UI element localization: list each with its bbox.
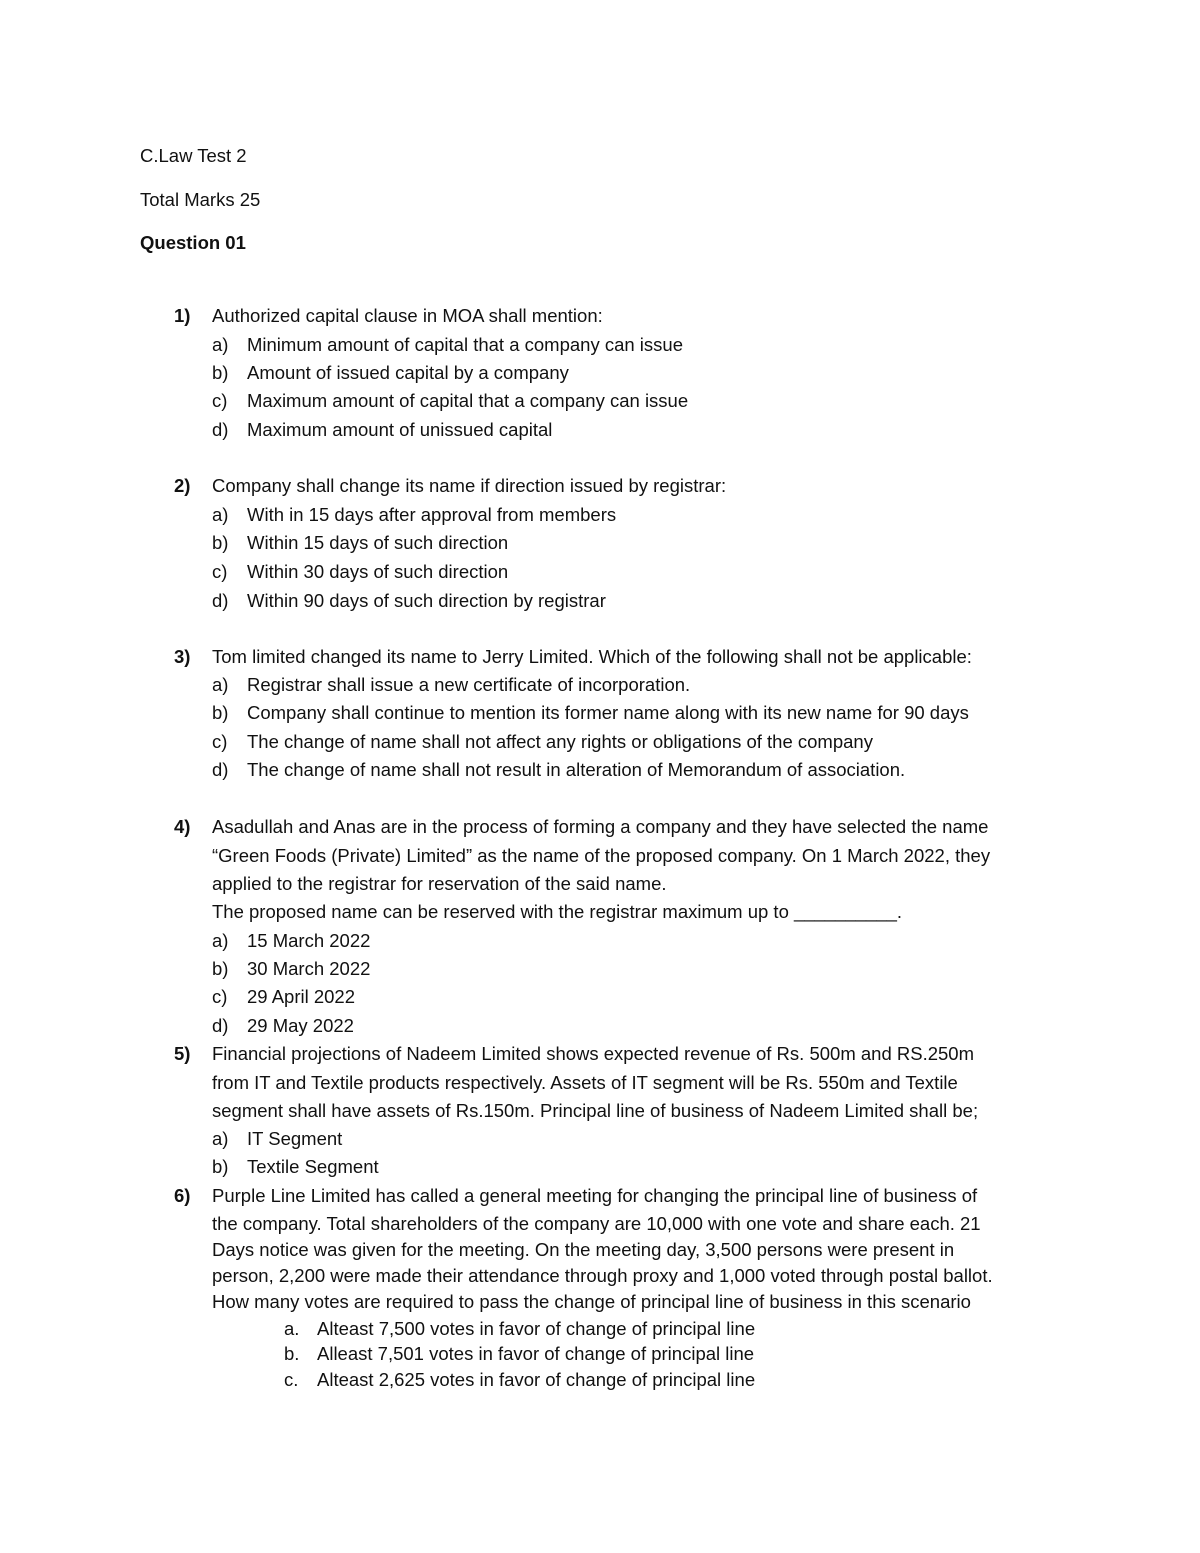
option-text: IT Segment [247,1128,343,1149]
option-label: c) [212,390,228,411]
question-text: Company shall change its name if direction issued by registrar: [212,475,727,496]
option-label: c) [212,731,228,752]
option-text: 15 March 2022 [247,930,371,951]
question-number: 4) [174,816,191,837]
question-text: Authorized capital clause in MOA shall mention: [212,305,603,326]
question-text: Tom limited changed its name to Jerry Limited. Which of the following shall not be applicable: [212,646,972,667]
option-text: Company shall continue to mention its former name along with its new name for 90 days [247,702,969,723]
option-text: The change of name shall not result in alteration of Memorandum of association. [247,759,906,780]
question-number: 6) [174,1185,191,1206]
option-label: a) [212,930,229,951]
option-text: Registrar shall issue a new certificate of incorporation. [247,674,691,695]
option-text: The change of name shall not affect any rights or obligations of the company [247,731,873,752]
question-number: 3) [174,646,191,667]
option-text: Maximum amount of unissued capital [247,419,553,440]
option-label: d) [212,1015,229,1036]
option-label: d) [212,590,229,611]
option-text: 29 April 2022 [247,986,356,1007]
option-text: Alleast 7,501 votes in favor of change of principal line [317,1343,755,1364]
option-text: Within 30 days of such direction [247,561,509,582]
question-text: Days notice was given for the meeting. On the meeting day, 3,500 persons were present in [212,1239,955,1260]
total-marks: Total Marks 25 [140,189,261,210]
question-text: Financial projections of Nadeem Limited shows expected revenue of Rs. 500m and RS.250m [212,1043,974,1064]
option-label: b) [212,532,229,553]
page-title: C.Law Test 2 [140,145,247,166]
option-text: 29 May 2022 [247,1015,354,1036]
option-text: Alteast 7,500 votes in favor of change of principal line [317,1318,756,1339]
question-text: from IT and Textile products respectively. Assets of IT segment will be Rs. 550m and Textile [212,1072,958,1093]
question-text: “Green Foods (Private) Limited” as the name of the proposed company. On 1 March 2022, they [212,845,991,866]
option-text: Amount of issued capital by a company [247,362,569,383]
option-label: b) [212,1156,229,1177]
option-label: b) [212,702,229,723]
question-number: 5) [174,1043,191,1064]
option-label: a) [212,674,229,695]
question-text: Purple Line Limited has called a general meeting for changing the principal line of business of [212,1185,978,1206]
option-label: a) [212,504,229,525]
question-text: The proposed name can be reserved with the registrar maximum up to __________. [212,901,903,922]
question-text: How many votes are required to pass the change of principal line of business in this scenario [212,1291,971,1312]
option-label: c. [284,1369,299,1390]
question-text: segment shall have assets of Rs.150m. Principal line of business of Nadeem Limited shall be; [212,1100,979,1121]
option-label: c) [212,986,228,1007]
question-text: Asadullah and Anas are in the process of forming a company and they have selected the name [212,816,989,837]
option-text: Minimum amount of capital that a company can issue [247,334,683,355]
option-text: 30 March 2022 [247,958,371,979]
question-number: 1) [174,305,191,326]
question-number: 2) [174,475,191,496]
option-text: Maximum amount of capital that a company can issue [247,390,689,411]
option-label: b) [212,362,229,383]
option-text: Alteast 2,625 votes in favor of change of principal line [317,1369,756,1390]
question-text: person, 2,200 were made their attendance through proxy and 1,000 voted through postal ballot. [212,1265,993,1286]
option-label: a) [212,334,229,355]
option-label: b) [212,958,229,979]
question-text: the company. Total shareholders of the company are 10,000 with one vote and share each. 21 [212,1213,981,1234]
option-label: d) [212,419,229,440]
option-text: With in 15 days after approval from members [247,504,617,525]
option-text: Within 90 days of such direction by registrar [247,590,606,611]
option-text: Textile Segment [247,1156,379,1177]
option-label: a. [284,1318,300,1339]
option-label: b. [284,1343,300,1364]
section-heading: Question 01 [140,232,246,253]
option-label: a) [212,1128,229,1149]
question-text: applied to the registrar for reservation of the said name. [212,873,667,894]
option-label: d) [212,759,229,780]
option-label: c) [212,561,228,582]
option-text: Within 15 days of such direction [247,532,509,553]
